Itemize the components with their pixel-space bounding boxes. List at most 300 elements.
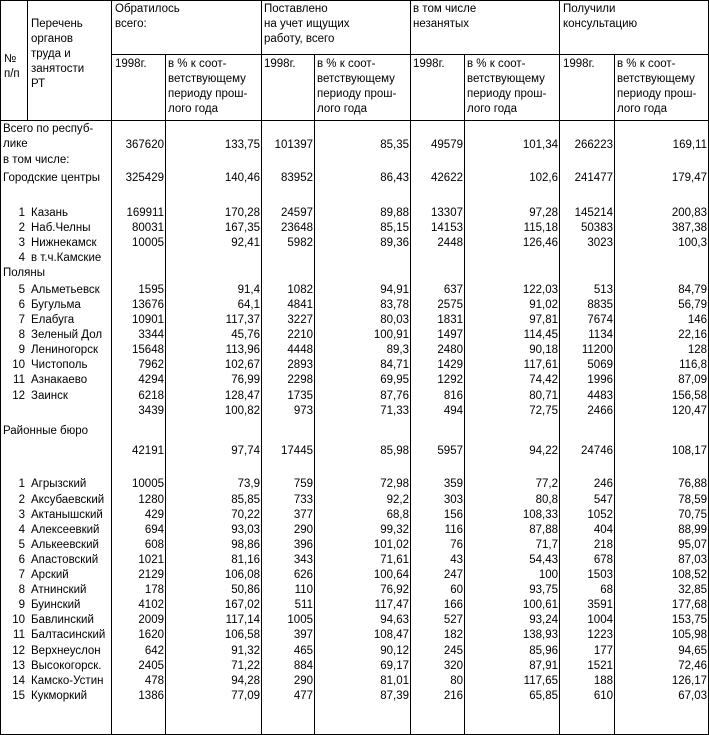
value-percent: 88,99	[678, 524, 707, 536]
value-percent: 138,93	[522, 629, 558, 641]
value-1998: 178	[144, 584, 164, 596]
value-1998: 80031	[132, 222, 164, 234]
value-percent: 85,85	[231, 494, 260, 506]
value-1998: 1223	[587, 629, 613, 641]
value-percent: 387,38	[671, 222, 707, 234]
value-1998: 325429	[125, 172, 164, 184]
header-percent-3: в % к соот- ветствующему периоду прош- лого года	[467, 58, 547, 115]
row-number: 14	[12, 675, 25, 687]
organ-name: Казань	[31, 207, 68, 219]
organ-name: Алексеевкий	[31, 524, 100, 536]
value-1998: 1386	[138, 690, 164, 702]
value-1998: 17445	[281, 445, 313, 457]
value-1998: 4294	[138, 374, 164, 386]
value-1998: 8835	[587, 299, 613, 311]
value-percent: 126,17	[671, 675, 707, 687]
value-1998: 266223	[574, 139, 613, 151]
value-percent: 120,47	[671, 405, 707, 417]
organ-name: Наб.Челны	[31, 222, 91, 234]
value-percent: 98,86	[231, 539, 260, 551]
value-1998: 397	[293, 629, 313, 641]
value-percent: 100,91	[373, 329, 409, 341]
value-percent: 92,2	[386, 494, 409, 506]
value-1998: 182	[443, 629, 463, 641]
value-percent: 80,03	[380, 314, 409, 326]
row-number: 12	[12, 645, 25, 657]
organ-name: Атнинский	[31, 584, 87, 596]
value-percent: 126,46	[522, 237, 558, 249]
header-percent-2: в % к соот- ветствующему периоду прош- лого года	[317, 58, 397, 115]
value-1998: 4483	[587, 390, 613, 402]
row-number: 9	[18, 599, 25, 611]
value-percent: 84,79	[678, 284, 707, 296]
value-percent: 81,01	[380, 675, 409, 687]
value-1998: 245	[443, 645, 463, 657]
value-percent: 76,88	[678, 478, 707, 490]
value-percent: 89,36	[380, 237, 409, 249]
value-1998: 2575	[437, 299, 463, 311]
value-percent: 117,47	[374, 599, 409, 611]
value-percent: 86,43	[380, 172, 409, 184]
value-percent: 72,46	[678, 660, 707, 672]
value-1998: 68	[600, 584, 613, 596]
row-number: 1	[18, 207, 25, 219]
organ-name: Азнакаево	[31, 374, 88, 386]
value-1998: 610	[593, 690, 613, 702]
value-percent: 73,9	[237, 478, 260, 490]
organ-name: Камско-Устин	[31, 675, 104, 687]
value-1998: 166	[443, 599, 463, 611]
value-percent: 97,81	[529, 314, 558, 326]
value-percent: 90,18	[529, 344, 558, 356]
value-percent: 100	[538, 569, 558, 581]
value-percent: 128,47	[224, 390, 260, 402]
header-year-2: 1998г.	[264, 58, 296, 70]
value-1998: 733	[293, 494, 313, 506]
row-number: 10	[12, 359, 25, 371]
value-percent: 117,37	[225, 314, 260, 326]
value-1998: 759	[293, 478, 313, 490]
value-1998: 678	[593, 554, 613, 566]
organ-name: Заинск	[31, 390, 68, 402]
value-percent: 94,65	[678, 645, 707, 657]
row-number: 3	[18, 237, 25, 249]
value-1998: 884	[293, 660, 313, 672]
value-percent: 200,83	[671, 207, 707, 219]
row-number: 13	[12, 660, 25, 672]
value-1998: 23648	[281, 222, 313, 234]
value-percent: 108,52	[671, 569, 707, 581]
value-1998: 101397	[274, 139, 313, 151]
value-percent: 179,47	[671, 172, 707, 184]
value-1998: 60	[450, 584, 463, 596]
value-1998: 4841	[287, 299, 313, 311]
value-percent: 84,71	[380, 359, 409, 371]
value-1998: 43	[450, 554, 463, 566]
value-percent: 85,15	[380, 222, 409, 234]
organ-name: Алькеевский	[31, 539, 99, 551]
organ-name: Районные бюро	[3, 425, 89, 437]
value-percent: 113,96	[225, 344, 260, 356]
value-1998: 1280	[138, 494, 164, 506]
organ-name: Лениногорск	[31, 344, 98, 356]
value-percent: 71,7	[535, 539, 558, 551]
row-number: 1	[18, 478, 25, 490]
value-1998: 169911	[126, 207, 164, 219]
value-1998: 608	[144, 539, 164, 551]
value-1998: 1996	[587, 374, 613, 386]
value-percent: 116,8	[679, 359, 707, 371]
value-1998: 642	[144, 645, 164, 657]
value-percent: 89,3	[386, 344, 409, 356]
value-percent: 122,03	[522, 284, 558, 296]
value-percent: 85,98	[380, 445, 409, 457]
header-applied-total: Обратилось всего:	[115, 3, 180, 30]
value-1998: 24746	[581, 445, 613, 457]
row-number: 8	[18, 584, 25, 596]
value-1998: 83952	[281, 172, 313, 184]
value-1998: 10005	[132, 237, 164, 249]
value-percent: 76,92	[380, 584, 409, 596]
value-percent: 97,28	[529, 207, 558, 219]
value-percent: 153,75	[671, 614, 707, 626]
value-1998: 1595	[138, 284, 164, 296]
value-1998: 367620	[125, 139, 164, 151]
value-percent: 167,02	[224, 599, 260, 611]
organ-name: Альметьевск	[31, 284, 100, 296]
value-1998: 110	[294, 584, 313, 596]
header-year-3: 1998г.	[413, 58, 445, 70]
value-1998: 42191	[132, 445, 164, 457]
value-percent: 83,78	[380, 299, 409, 311]
value-1998: 15648	[132, 344, 164, 356]
value-percent: 87,09	[678, 374, 707, 386]
value-1998: 188	[593, 675, 613, 687]
value-percent: 94,63	[380, 614, 409, 626]
value-percent: 81,16	[231, 554, 260, 566]
value-1998: 4448	[287, 344, 313, 356]
value-1998: 477	[293, 690, 313, 702]
value-1998: 547	[593, 494, 613, 506]
header-year-4: 1998г.	[563, 58, 595, 70]
organ-name: Всего по респуб- лике	[3, 123, 94, 150]
row-number: 6	[18, 299, 25, 311]
value-1998: 1831	[437, 314, 463, 326]
value-1998: 1082	[287, 284, 313, 296]
value-percent: 80,71	[529, 390, 558, 402]
organ-name: Городские центры	[3, 172, 101, 184]
value-percent: 77,09	[231, 690, 260, 702]
value-percent: 101,02	[373, 539, 409, 551]
value-1998: 1292	[437, 374, 463, 386]
value-1998: 359	[443, 478, 463, 490]
value-percent: 65,85	[529, 690, 558, 702]
value-1998: 76	[450, 539, 463, 551]
value-1998: 1005	[287, 614, 313, 626]
value-percent: 92,41	[231, 237, 260, 249]
row-number: 5	[18, 284, 25, 296]
value-1998: 626	[293, 569, 313, 581]
value-1998: 1052	[587, 509, 613, 521]
value-1998: 465	[293, 645, 313, 657]
value-percent: 69,95	[380, 374, 409, 386]
value-percent: 106,08	[224, 569, 260, 581]
value-1998: 7962	[138, 359, 164, 371]
row-number: 2	[18, 494, 25, 506]
value-percent: 105,98	[671, 629, 707, 641]
value-1998: 320	[443, 660, 463, 672]
organ-name: Агрызский	[31, 478, 87, 490]
value-percent: 71,22	[231, 660, 260, 672]
value-1998: 478	[144, 675, 164, 687]
organ-name: Елабуга	[31, 314, 75, 326]
value-1998: 290	[293, 675, 313, 687]
value-percent: 133,75	[224, 139, 260, 151]
row-number: 6	[18, 554, 25, 566]
header-registered-job-seekers: Поставлено на учет ищущих работу, всего	[264, 3, 350, 45]
header-organ-name: Перечень органов труда и занятости РТ	[31, 18, 85, 90]
value-1998: 5069	[587, 359, 613, 371]
value-1998: 377	[293, 509, 313, 521]
row-number: 11	[13, 629, 25, 641]
value-1998: 494	[443, 405, 463, 417]
value-1998: 2480	[437, 344, 463, 356]
value-1998: 2298	[287, 374, 313, 386]
organ-name: Верхнеуслон	[31, 645, 101, 657]
value-percent: 87,88	[529, 524, 558, 536]
row-number: 4	[18, 524, 25, 536]
organ-name: в т.ч.Камские	[31, 252, 102, 264]
value-1998: 1497	[437, 329, 463, 341]
value-1998: 3227	[287, 314, 313, 326]
organ-name: Бугульма	[31, 299, 81, 311]
value-percent: 94,91	[380, 284, 409, 296]
value-percent: 72,98	[380, 478, 409, 490]
organ-name: в том числе:	[3, 154, 70, 166]
value-1998: 42622	[431, 172, 463, 184]
value-1998: 396	[293, 539, 313, 551]
value-1998: 429	[144, 509, 164, 521]
row-number: 2	[18, 222, 25, 234]
value-1998: 2009	[138, 614, 164, 626]
row-number: 7	[18, 569, 25, 581]
value-1998: 2405	[138, 660, 164, 672]
value-1998: 80	[450, 675, 463, 687]
value-1998: 10901	[132, 314, 164, 326]
value-percent: 93,24	[529, 614, 558, 626]
value-percent: 72,75	[529, 405, 558, 417]
value-1998: 13676	[132, 299, 164, 311]
value-1998: 11200	[581, 344, 613, 356]
value-1998: 1620	[138, 629, 164, 641]
value-1998: 1429	[437, 359, 463, 371]
value-percent: 32,85	[678, 584, 707, 596]
value-1998: 2448	[437, 237, 463, 249]
value-percent: 87,91	[529, 660, 558, 672]
value-percent: 108,47	[373, 629, 409, 641]
value-percent: 69,17	[380, 660, 409, 672]
value-percent: 80,8	[535, 494, 558, 506]
value-percent: 146	[687, 314, 707, 326]
value-percent: 91,32	[231, 645, 260, 657]
value-1998: 241477	[574, 172, 613, 184]
value-percent: 91,4	[237, 284, 260, 296]
value-1998: 10005	[132, 478, 164, 490]
header-percent-4: в % к соот- ветствующему периоду прош- лого года	[617, 58, 697, 115]
value-percent: 77,2	[535, 478, 558, 490]
row-number: 10	[12, 614, 25, 626]
value-percent: 100,61	[522, 599, 558, 611]
value-percent: 100,3	[678, 237, 707, 249]
value-1998: 343	[293, 554, 313, 566]
header-consultation: Получили консультацию	[563, 3, 638, 30]
value-percent: 128	[687, 344, 707, 356]
organ-name: Апастовский	[31, 554, 99, 566]
value-1998: 5957	[437, 445, 463, 457]
row-number: 11	[13, 374, 25, 386]
value-percent: 85,35	[380, 139, 409, 151]
row-number: 7	[18, 314, 25, 326]
value-1998: 177	[593, 645, 613, 657]
value-percent: 108,17	[671, 445, 707, 457]
value-percent: 100,82	[224, 405, 260, 417]
value-percent: 87,03	[678, 554, 707, 566]
value-percent: 76,99	[231, 374, 260, 386]
value-1998: 1735	[287, 390, 313, 402]
value-1998: 156	[443, 509, 463, 521]
value-percent: 102,67	[224, 359, 260, 371]
value-1998: 13307	[431, 207, 463, 219]
value-1998: 14153	[431, 222, 463, 234]
value-1998: 973	[293, 405, 313, 417]
value-1998: 1021	[138, 554, 164, 566]
value-percent: 22,16	[678, 329, 707, 341]
value-1998: 216	[443, 690, 463, 702]
value-percent: 87,39	[380, 690, 409, 702]
value-percent: 106,58	[224, 629, 260, 641]
value-percent: 101,34	[522, 139, 558, 151]
header-year-1: 1998г.	[115, 58, 147, 70]
value-1998: 1004	[587, 614, 613, 626]
organ-name: Буинский	[31, 599, 81, 611]
row-number: 3	[18, 509, 25, 521]
value-1998: 49579	[431, 139, 463, 151]
row-number: 4	[18, 252, 25, 264]
organ-name: Актанышский	[31, 509, 103, 521]
value-percent: 56,79	[678, 299, 707, 311]
value-1998: 24597	[281, 207, 313, 219]
value-1998: 3439	[138, 405, 164, 417]
value-1998: 3591	[587, 599, 613, 611]
row-number: 12	[12, 390, 25, 402]
value-1998: 247	[443, 569, 463, 581]
value-percent: 99,32	[380, 524, 409, 536]
organ-name: Балтасинский	[31, 629, 106, 641]
organ-name: Чистополь	[31, 359, 88, 371]
value-percent: 64,1	[237, 299, 260, 311]
value-1998: 2466	[587, 405, 613, 417]
value-percent: 70,22	[231, 509, 260, 521]
value-1998: 1134	[588, 329, 613, 341]
value-percent: 177,68	[671, 599, 707, 611]
organ-name: Зеленый Дол	[31, 329, 103, 341]
value-percent: 90,12	[380, 645, 409, 657]
value-1998: 1503	[587, 569, 613, 581]
header-unemployed: в том числе незанятых	[413, 3, 477, 30]
row-number: 9	[18, 344, 25, 356]
value-percent: 114,45	[523, 329, 558, 341]
value-percent: 85,96	[529, 645, 558, 657]
value-1998: 50383	[581, 222, 613, 234]
row-number: 8	[18, 329, 25, 341]
value-percent: 93,75	[529, 584, 558, 596]
value-percent: 68,8	[386, 509, 409, 521]
organ-name: Кукморкий	[31, 690, 88, 702]
value-1998: 816	[443, 390, 463, 402]
value-1998: 3023	[587, 237, 613, 249]
row-number: 5	[18, 539, 25, 551]
value-1998: 511	[294, 599, 313, 611]
value-percent: 71,33	[380, 405, 409, 417]
value-1998: 3344	[138, 329, 164, 341]
value-percent: 70,75	[678, 509, 707, 521]
value-percent: 169,11	[672, 139, 707, 151]
value-percent: 67,03	[678, 690, 707, 702]
value-percent: 71,61	[380, 554, 409, 566]
row-number: 15	[12, 690, 25, 702]
value-1998: 513	[593, 284, 613, 296]
value-percent: 156,58	[671, 390, 707, 402]
value-1998: 4102	[138, 599, 164, 611]
value-1998: 2129	[138, 569, 164, 581]
value-percent: 167,35	[224, 222, 260, 234]
value-1998: 145214	[574, 207, 613, 219]
value-percent: 94,28	[231, 675, 260, 687]
value-percent: 87,76	[380, 390, 409, 402]
organ-name: Аксубаевский	[31, 494, 105, 506]
value-1998: 404	[593, 524, 613, 536]
value-percent: 102,6	[529, 172, 558, 184]
value-percent: 74,42	[529, 374, 558, 386]
value-percent: 115,18	[523, 222, 558, 234]
value-1998: 694	[144, 524, 164, 536]
value-1998: 5982	[287, 237, 313, 249]
value-1998: 303	[443, 494, 463, 506]
organ-name: Высокогорск.	[31, 660, 102, 672]
value-percent: 93,03	[231, 524, 260, 536]
value-percent: 170,28	[224, 207, 260, 219]
value-percent: 140,46	[224, 172, 260, 184]
value-percent: 54,43	[529, 554, 558, 566]
value-1998: 2210	[287, 329, 313, 341]
organ-name: Нижнекамск	[31, 237, 97, 249]
value-percent: 89,88	[380, 207, 409, 219]
value-1998: 116	[444, 524, 463, 536]
value-1998: 246	[593, 478, 613, 490]
header-percent-1: в % к соот- ветствующему периоду прош- лого года	[168, 58, 248, 115]
value-percent: 117,61	[523, 359, 558, 371]
value-1998: 218	[593, 539, 613, 551]
value-1998: 637	[443, 284, 463, 296]
value-percent: 95,07	[678, 539, 707, 551]
value-percent: 78,59	[678, 494, 707, 506]
value-percent: 117,14	[225, 614, 260, 626]
value-1998: 2893	[287, 359, 313, 371]
value-percent: 117,65	[523, 675, 558, 687]
organ-name: Поляны	[3, 267, 45, 279]
value-percent: 100,64	[373, 569, 409, 581]
value-percent: 97,74	[231, 445, 260, 457]
